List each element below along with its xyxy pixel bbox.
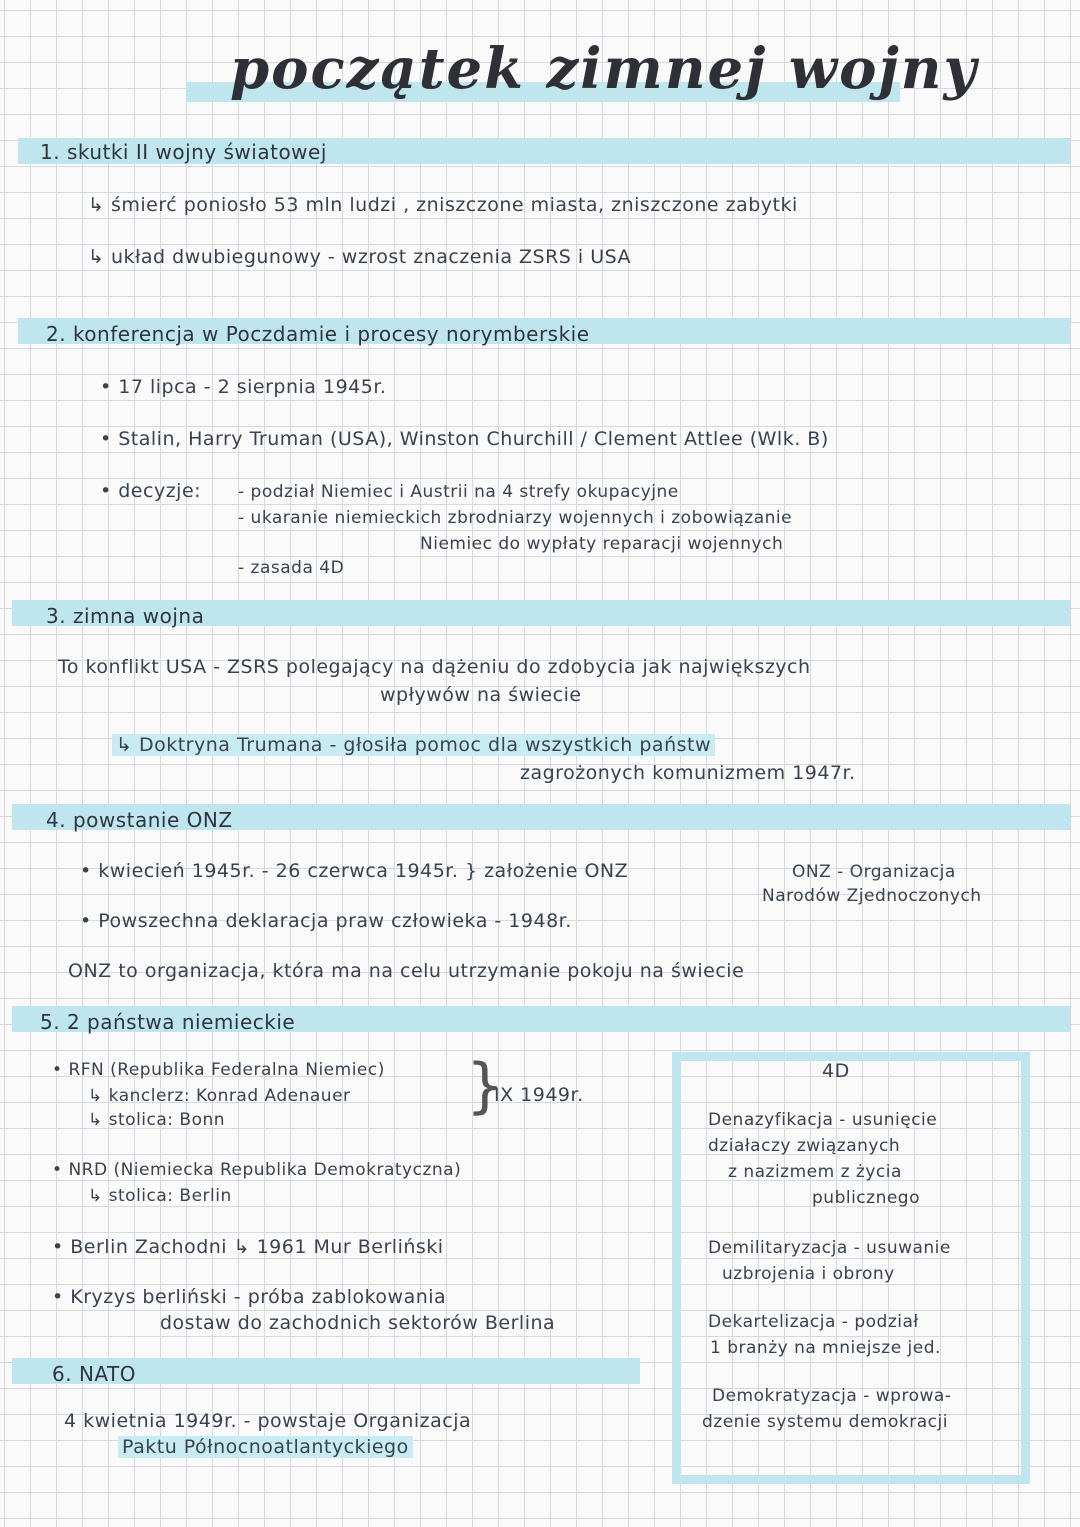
section2-heading: 2. konferencja w Poczdamie i procesy norymberskie bbox=[46, 322, 590, 346]
decision-item: - podział Niemiec i Austrii na 4 strefy okupacyjne bbox=[238, 482, 679, 502]
section4-heading: 4. powstanie ONZ bbox=[46, 808, 233, 832]
democratization-line: Demokratyzacja - wprowa- bbox=[712, 1386, 952, 1406]
onz-definition: ONZ - Organizacja bbox=[792, 862, 956, 882]
west-berlin-entry: • Berlin Zachodni ↳ 1961 Mur Berliński bbox=[52, 1236, 444, 1258]
section5-heading: 5. 2 państwa niemieckie bbox=[40, 1010, 296, 1034]
decartelization-line: 1 branży na mniejsze jed. bbox=[710, 1338, 941, 1358]
section4-paragraph: ONZ to organizacja, która ma na celu utrzymanie pokoju na świecie bbox=[68, 960, 745, 982]
rfn-capital: ↳ stolica: Bonn bbox=[88, 1110, 226, 1130]
decartelization-line: Dekartelizacja - podział bbox=[708, 1312, 919, 1332]
demilitarization-line: uzbrojenia i obrony bbox=[722, 1264, 895, 1284]
decision-item: - zasada 4D bbox=[238, 558, 345, 578]
section2-decisions-label: • decyzje: bbox=[100, 480, 201, 502]
truman-doctrine: ↳ Doktryna Trumana - głosiła pomoc dla wszystkich państw bbox=[112, 734, 715, 756]
four-d-title: 4D bbox=[822, 1060, 850, 1082]
section6-heading: 6. NATO bbox=[52, 1362, 136, 1386]
decision-item: - ukaranie niemieckich zbrodniarzy wojennych i zobowiązanie bbox=[238, 508, 793, 528]
section3-heading: 3. zimna wojna bbox=[46, 604, 205, 628]
section1-heading: 1. skutki II wojny światowej bbox=[40, 140, 327, 164]
nrd-entry: • NRD (Niemiecka Republika Demokratyczna) bbox=[52, 1160, 461, 1180]
decision-item-continued: Niemiec do wypłaty reparacji wojennych bbox=[420, 534, 784, 554]
truman-doctrine-continued: zagrożonych komunizmem 1947r. bbox=[520, 762, 856, 784]
section2-bullet-leaders: • Stalin, Harry Truman (USA), Winston Churchill / Clement Attlee (Wlk. B) bbox=[100, 428, 829, 450]
denazification-line: działaczy związanych bbox=[708, 1136, 901, 1156]
democratization-line: dzenie systemu demokracji bbox=[702, 1412, 948, 1432]
rfn-entry: • RFN (Republika Federalna Niemiec) bbox=[52, 1060, 385, 1080]
nrd-capital: ↳ stolica: Berlin bbox=[88, 1186, 232, 1206]
rfn-brace: } bbox=[466, 1051, 505, 1121]
section1-line1: ↳ śmierć poniosło 53 mln ludzi , zniszczone miasta, zniszczone zabytki bbox=[88, 194, 798, 216]
section4-bullet-declaration: • Powszechna deklaracja praw człowieka - 1948r. bbox=[80, 910, 572, 932]
demilitarization-line: Demilitaryzacja - usuwanie bbox=[708, 1238, 951, 1258]
berlin-crisis-entry: • Kryzys berliński - próba zablokowania bbox=[52, 1286, 446, 1308]
section1-line2: ↳ układ dwubiegunowy - wzrost znaczenia ZSRS i USA bbox=[88, 246, 632, 268]
berlin-crisis-continued: dostaw do zachodnich sektorów Berlina bbox=[160, 1312, 556, 1334]
nato-line: 4 kwietnia 1949r. - powstaje Organizacja bbox=[64, 1410, 472, 1432]
denazification-line: publicznego bbox=[812, 1188, 920, 1208]
section3-paragraph: To konflikt USA - ZSRS polegający na dążeniu do zdobycia jak największych bbox=[58, 656, 811, 678]
section2-bullet-dates: • 17 lipca - 2 sierpnia 1945r. bbox=[100, 376, 386, 398]
section3-paragraph-continued: wpływów na świecie bbox=[380, 684, 582, 706]
nato-line-continued: Paktu Północnoatlantyckiego bbox=[118, 1436, 413, 1458]
rfn-date: IX 1949r. bbox=[494, 1084, 584, 1106]
page-title: początek zimnej wojny bbox=[230, 36, 978, 102]
onz-definition-continued: Narodów Zjednoczonych bbox=[762, 886, 982, 906]
denazification-line: Denazyfikacja - usunięcie bbox=[708, 1110, 938, 1130]
denazification-line: z nazizmem z życia bbox=[728, 1162, 902, 1182]
rfn-chancellor: ↳ kanclerz: Konrad Adenauer bbox=[88, 1086, 351, 1106]
section4-bullet-founding: • kwiecień 1945r. - 26 czerwca 1945r. } założenie ONZ bbox=[80, 860, 628, 882]
